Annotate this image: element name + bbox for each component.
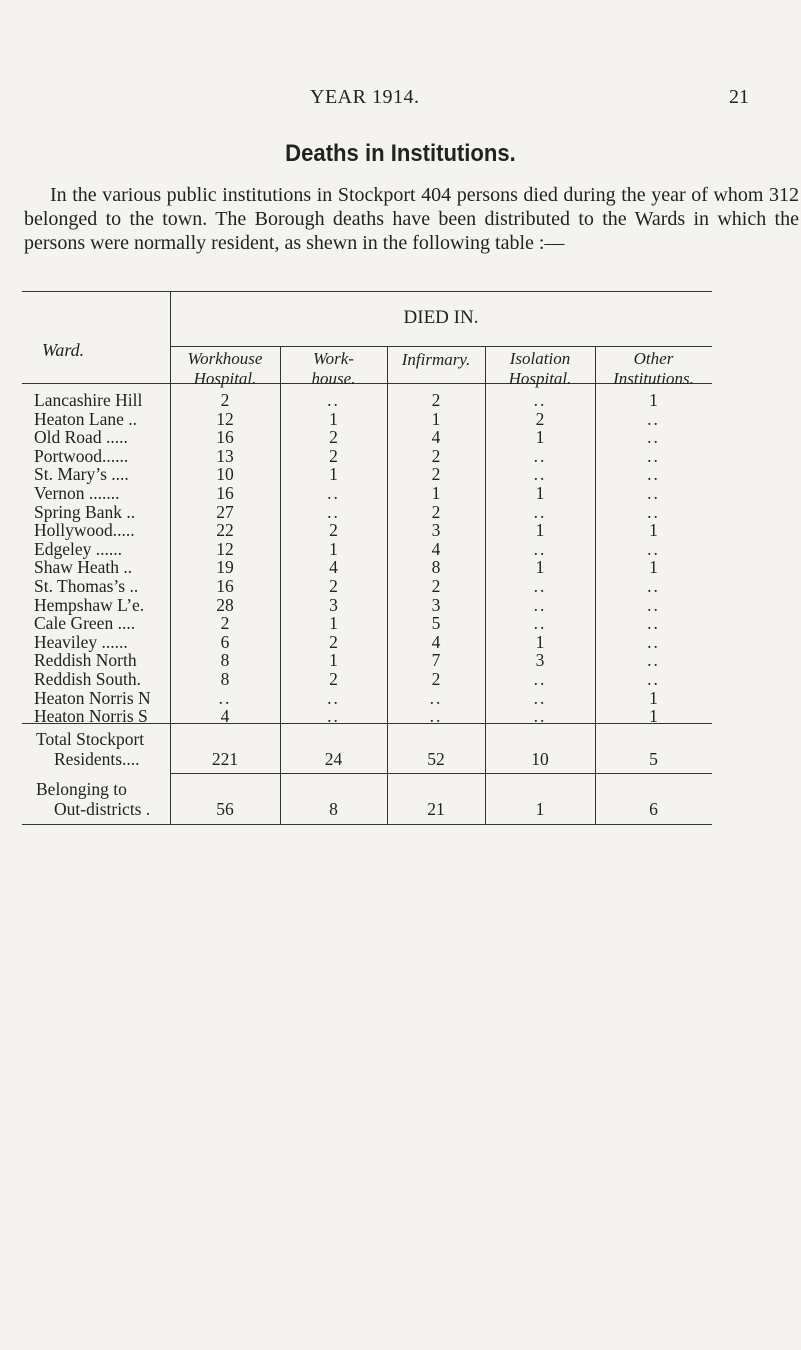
ward-name: Lancashire Hill [34,390,143,410]
totals-cell: 10 [531,749,549,769]
ward-name: Hollywood..... [34,520,135,541]
column-header: Other [633,349,674,368]
table-cell: .. [533,687,547,708]
deaths-table [22,291,712,819]
table-cell: .. [647,501,660,522]
totals-cell: 8 [329,799,338,819]
ward-name: Heaton Norris N [34,687,151,708]
section-title: Deaths in Institutions. [285,140,516,167]
table-cell: 2 [329,631,338,652]
table-cell: 10 [216,464,234,485]
table-cell: .. [533,390,547,410]
ward-name: Shaw Heath .. [34,557,133,578]
table-cell: 1 [329,464,338,485]
group-header-rule [170,346,712,347]
table-cell: .. [533,576,547,596]
ward-name: Hempshaw L’e. [34,594,145,615]
table-cell: 3 [431,520,441,541]
ward-name: Reddish North [34,650,137,671]
table-cell: .. [647,445,660,466]
table-cell: .. [327,501,340,522]
table-cell: .. [533,706,547,727]
table-cell: 1 [649,687,658,708]
table-cell: 2 [220,390,230,410]
table-cell: .. [647,483,660,503]
table-cell: 1 [535,483,545,503]
table-cell: .. [533,538,547,559]
table-cell: .. [647,594,660,615]
table-cell: 8 [220,650,230,671]
table-cell: 5 [431,613,441,634]
ward-name: Spring Bank .. [34,501,136,522]
ward-name: Edgeley ...... [34,538,122,559]
table-cell: 4 [431,538,441,559]
column-header: Workhouse [187,349,263,368]
table-cell: .. [429,706,443,727]
table-cell: 1 [431,408,441,429]
table-cell: 12 [216,408,234,429]
table-cell: 27 [216,501,234,522]
table-cell: 2 [329,445,338,466]
table-cell: .. [647,576,660,596]
table-cell: 1 [649,706,658,727]
table-cell: 1 [431,483,441,503]
totals-cell: 21 [427,799,445,819]
table-cell: 16 [216,576,234,596]
table-cell: 1 [535,557,545,578]
table-cell: .. [533,669,547,689]
table-cell: 1 [649,390,658,410]
column-header: Isolation [509,349,571,368]
table-cell: .. [218,687,232,708]
table-cell: .. [647,464,660,485]
table-cell: 2 [431,576,441,596]
table-cell: .. [647,408,660,429]
totals-cell: 56 [216,799,234,819]
totals-label: Residents.... [54,749,140,769]
table-cell: .. [647,613,660,634]
table-cell: .. [327,483,340,503]
table-cell: .. [533,613,547,634]
column-header: house. [311,369,356,388]
table-cell: .. [647,631,660,652]
totals-label: Total Stockport [36,729,145,749]
table-cell: 8 [220,669,230,689]
table-cell: 1 [535,631,545,652]
column-header: Hospital. [193,369,257,388]
table-cell: .. [533,594,547,615]
totals-cell: 221 [211,749,239,769]
ward-name: Reddish South. [34,669,141,689]
table-cell: 3 [329,594,338,615]
table-cell: 2 [431,464,441,485]
table-cell: 2 [431,445,441,466]
table-cell: 22 [216,520,234,541]
ward-name: Portwood...... [34,445,129,466]
intro-paragraph: In the various public institutions in Stockport 404 persons died during the year of whom 312 belonged to the town. The Borough deaths have been distributed to the Wards in which the persons were normally resident, as shewn in the following table :— [24,184,799,254]
table-cell: 2 [431,390,441,410]
ward-name: Cale Green .... [34,613,136,634]
table-cell: 2 [220,613,230,634]
table-cell: .. [647,650,660,671]
totals-divider-rule [170,773,712,774]
column-header: Hospital. [508,369,572,388]
table-cell: .. [327,390,340,410]
table-cell: 2 [329,520,338,541]
table-cell: .. [533,445,547,466]
table-cell: 2 [329,427,338,448]
table-top-rule [22,291,712,292]
ward-name: Old Road ..... [34,427,128,448]
table-cell: 1 [329,408,338,429]
totals-cell: 5 [649,749,658,769]
table-cell: 4 [431,427,441,448]
table-cell: 16 [216,427,234,448]
table-cell: .. [647,427,660,448]
table-cell: .. [647,538,660,559]
totals-label: Out-districts . [54,799,151,819]
column-header: Work- [313,349,354,368]
table-cell: 19 [216,557,234,578]
table-cell: 1 [649,520,658,541]
ward-name: St. Thomas’s .. [34,576,139,596]
table-cell: .. [429,687,443,708]
table-cell: 6 [220,631,230,652]
column-header: Institutions. [613,369,694,388]
table-cell: 2 [329,576,338,596]
table-cell: 28 [216,594,234,615]
table-cell: 1 [535,427,545,448]
table-cell: .. [533,464,547,485]
table-cell: 2 [535,408,545,429]
table-cell: 1 [649,557,658,578]
table-cell: 1 [329,613,338,634]
table-cell: 3 [431,594,441,615]
totals-cell: 6 [649,799,658,819]
table-cell: 4 [329,557,338,578]
table-cell: 4 [431,631,441,652]
totals-cell: 24 [324,749,343,769]
table-cell: 4 [220,706,230,727]
column-header: Infirmary. [401,350,471,369]
ward-column-header: Ward. [42,340,85,360]
table-cell: .. [533,501,547,522]
running-header: YEAR 1914. [310,86,420,108]
table-cell: .. [327,706,340,727]
table-cell: .. [327,687,340,708]
table-cell: 1 [329,650,338,671]
table-cell: 13 [216,445,234,466]
died-in-header: DIED IN. [403,307,479,328]
table-cell: 8 [431,557,441,578]
table-cell: 12 [216,538,234,559]
table-cell: .. [647,669,660,689]
totals-cell: 52 [427,749,445,769]
totals-label: Belonging to [36,779,127,799]
ward-name: Heaton Lane .. [34,408,138,429]
table-cell: 1 [535,520,545,541]
page-number: 21 [729,86,749,108]
ward-name: Heaton Norris S [34,706,148,727]
table-cell: 2 [431,669,441,689]
table-cell: 2 [329,669,338,689]
table-cell: 2 [431,501,441,522]
table-cell: 16 [216,483,234,503]
table-bottom-rule [22,824,712,825]
totals-cell: 1 [535,799,545,819]
table-cell: 3 [535,650,545,671]
table-cell: 7 [431,650,441,671]
table-cell: 1 [329,538,338,559]
ward-name: St. Mary’s .... [34,464,129,485]
ward-name: Heaviley ...... [34,631,128,652]
ward-name: Vernon ....... [34,483,120,503]
